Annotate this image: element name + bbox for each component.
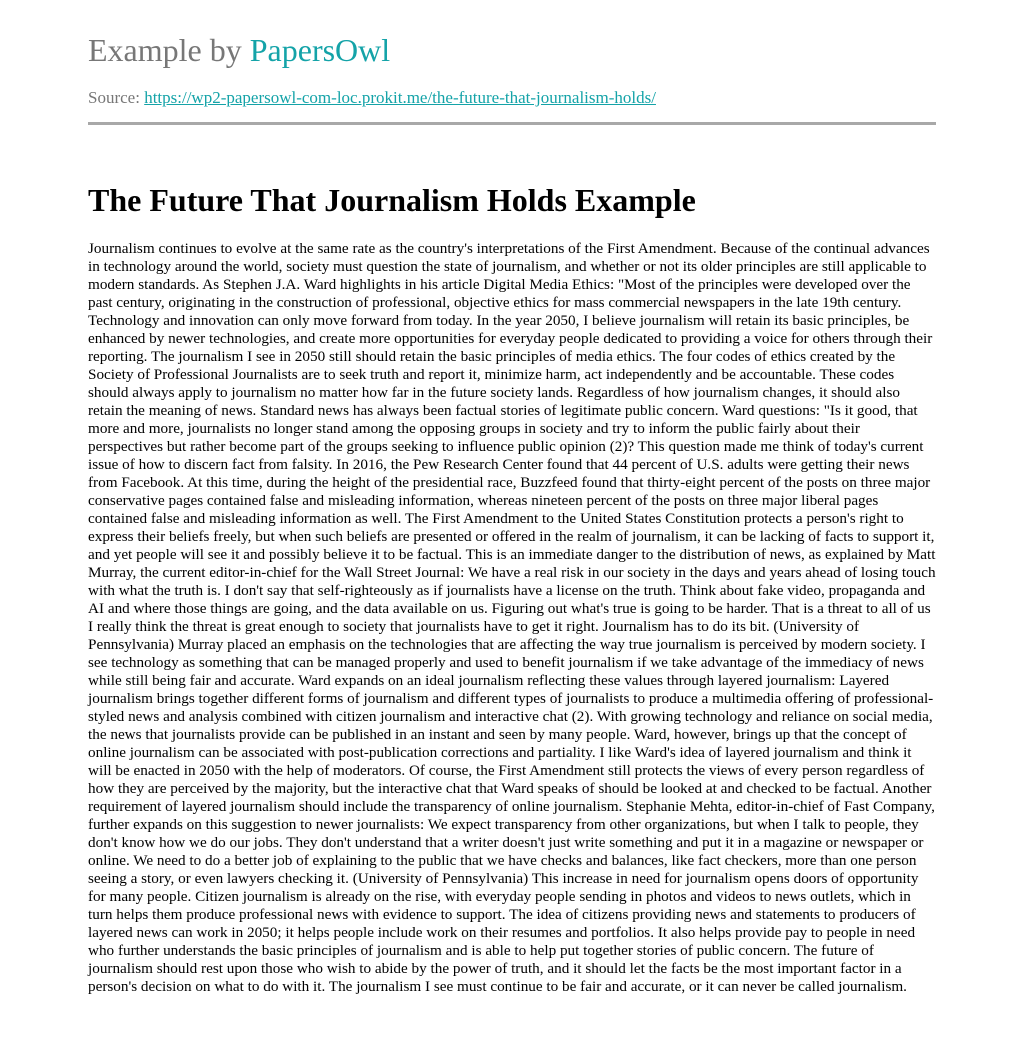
brand-name-link[interactable]: PapersOwl: [249, 32, 391, 68]
brand-prefix: Example by: [88, 32, 242, 68]
article-title: The Future That Journalism Holds Example: [88, 182, 696, 218]
source-label: Source:: [88, 88, 140, 107]
brand-header: [88, 30, 390, 70]
source-line: [88, 88, 656, 108]
source-link[interactable]: https://wp2-papersowl-com-loc.prokit.me/the-future-that-journalism-holds/: [144, 88, 656, 107]
article-body: Journalism continues to evolve at the same rate as the country's interpretations of the First Amendment. Because of the continual advances in technology around the world, society must question the state of journalism, and whether or not its older principles are still applicable to modern standards. As Stephen J.A. Ward highlights in his article Digital Media Ethics: "Most of the principles were developed over the past century, originating in the construction of professional, objective ethics for mass commercial newspapers in the late 19th century. Technology and innovation can only move forward from today. In the year 2050, I believe journalism will retain its basic principles, be enhanced by newer technologies, and create more opportunities for everyday people dedicated to providing a voice for others through their reporting. The journalism I see in 2050 still should retain the basic principles of media ethics. The four codes of ethics created by the Society of Professional Journalists are to seek truth and report it, minimize harm, act independently and be accountable. These codes should always apply to journalism no matter how far in the future society lands. Regardless of how journalism changes, it should also retain the meaning of news. Standard news has always been factual stories of legitimate public concern. Ward questions: "Is it good, that more and more, journalists no longer stand among the opposing groups in society and try to inform the public fairly about their perspectives but rather become part of the groups seeking to influence public opinion (2)? This question made me think of today's current issue of how to discern fact from falsity. In 2016, the Pew Research Center found that 44 percent of U.S. adults were getting their news from Facebook. At this time, during the height of the presidential race, Buzzfeed found that thirty-eight percent of the posts on three major conservative pages contained false and misleading information, whereas nineteen percent of the posts on three major liberal pages contained false and misleading information as well. The First Amendment to the United States Constitution protects a person's right to express their beliefs freely, but when such beliefs are presented or offered in the realm of journalism, it can be lacking of facts to support it, and yet people will see it and possibly believe it to be factual. This is an immediate danger to the distribution of news, as explained by Matt Murray, the current editor-in-chief for the Wall Street Journal: We have a real risk in our society in the days and years ahead of losing touch with what the truth is. I don't say that self-righteously as if journalists have a license on the truth. Think about fake video, propaganda and AI and where those things are going, and the data available on us. Figuring out what's true is going to be harder. That is a threat to all of us I really think the threat is great enough to society that journalists have to get it right. Journalism has to do its bit. (University of Pennsylvania) Murray placed an emphasis on the technologies that are affecting the way true journalism is perceived by modern society. I see technology as something that can be managed properly and used to benefit journalism if we take advantage of the immediacy of news while still being fair and accurate. Ward expands on an ideal journalism reflecting these values through layered journalism: Layered journalism brings together different forms of journalism and different types of journalists to produce a multimedia offering of professional-styled news and analysis combined with citizen journalism and interactive chat (2). With growing technology and reliance on social media, the news that journalists provide can be published in an instant and seen by many people. Ward, however, brings up that the concept of online journalism can be associated with post-publication corrections and partiality. I like Ward's idea of layered journalism and think it will be enacted in 2050 with the help of moderators. Of course, the First Amendment still protects the views of every person regardless of how they are perceived by the majority, but the interactive chat that Ward speaks of should be looked at and checked to be factual. Another requirement of layered journalism should include the transparency of online journalism. Stephanie Mehta, editor-in-chief of Fast Company, further expands on this suggestion to newer journalists: We expect transparency from other organizations, but when I talk to people, they don't know how we do our jobs. They don't understand that a writer doesn't just write something and put it in a magazine or newspaper or online. We need to do a better job of explaining to the public that we have checks and balances, like fact checkers, more than one person seeing a story, or even lawyers checking it. (University of Pennsylvania) This increase in need for journalism opens doors of opportunity for many people. Citizen journalism is already on the rise, with everyday people sending in photos and videos to news outlets, which in turn helps them produce professional news with evidence to support. The idea of citizens providing news and statements to producers of layered news can work in 2050; it helps people include work on their resumes and portfolios. It also helps provide pay to people in need who further understands the basic principles of journalism and is able to help put together stories of public concern. The future of journalism should rest upon those who wish to abide by the power of truth, and it should let the facts be the most important factor in a person's decision on what to do with it. The journalism I see must continue to be fair and accurate, or it can never be called journalism.: [88, 240, 936, 995]
header-divider: [88, 122, 936, 125]
